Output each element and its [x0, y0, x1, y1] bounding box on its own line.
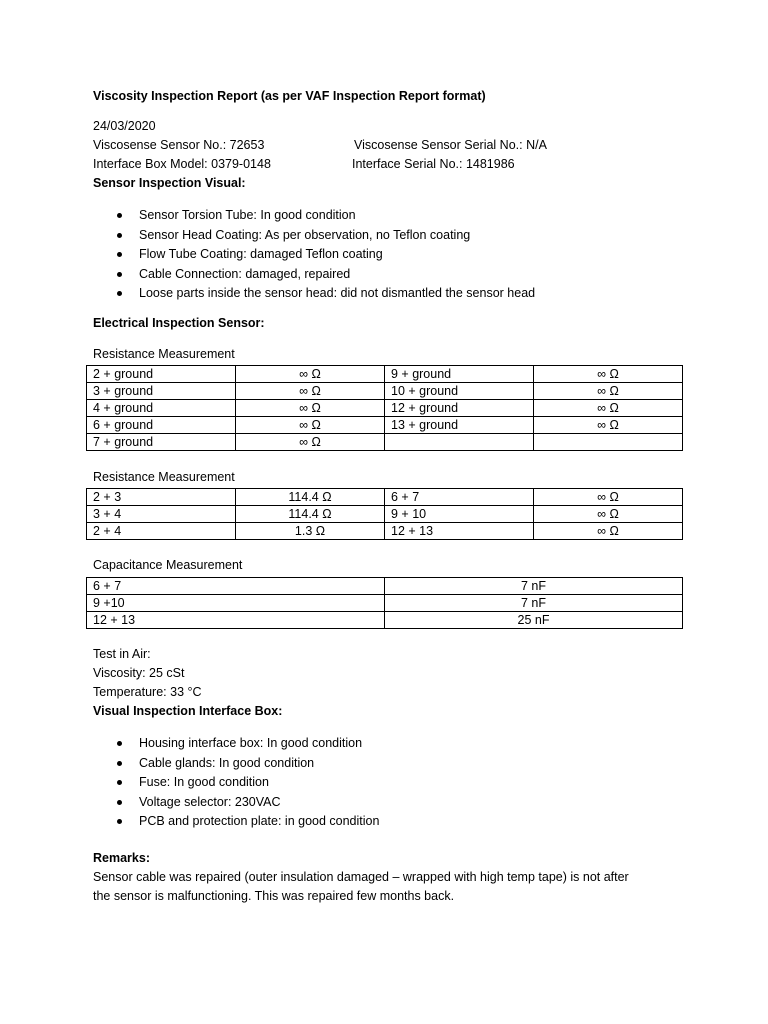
report-title: Viscosity Inspection Report (as per VAF Inspection Report format)	[93, 89, 486, 103]
table-cell: 3 + ground	[87, 383, 236, 400]
table-cell: 114.4 Ω	[236, 489, 385, 506]
test-air-temperature: Temperature: 33 °C	[93, 685, 202, 699]
resistance-table-1	[86, 365, 683, 451]
electrical-heading: Electrical Inspection Sensor:	[93, 316, 265, 330]
table-row	[87, 578, 683, 595]
interface-visual-heading: Visual Inspection Interface Box:	[93, 704, 283, 718]
table-row	[87, 400, 683, 417]
table-row	[87, 506, 683, 523]
sensor-visual-heading: Sensor Inspection Visual:	[93, 176, 246, 190]
table-row	[87, 595, 683, 612]
report-date: 24/03/2020	[93, 119, 156, 133]
table-cell: 6 + 7	[87, 578, 385, 595]
table-cell: 25 nF	[385, 612, 683, 629]
table-cell: ∞ Ω	[534, 506, 683, 523]
resistance-caption-2: Resistance Measurement	[93, 470, 235, 484]
table-row	[87, 523, 683, 540]
capacitance-caption: Capacitance Measurement	[93, 558, 243, 572]
table-cell: ∞ Ω	[534, 366, 683, 383]
table-cell: ∞ Ω	[534, 489, 683, 506]
table-cell: ∞ Ω	[534, 383, 683, 400]
test-air-heading: Test in Air:	[93, 647, 151, 661]
list-item: Fuse: In good condition	[93, 774, 379, 794]
table-cell: 10 + ground	[385, 383, 534, 400]
table-cell: ∞ Ω	[534, 523, 683, 540]
list-item: Cable Connection: damaged, repaired	[93, 266, 535, 286]
interface-serial: Interface Serial No.: 1481986	[352, 157, 515, 171]
table-cell: 1.3 Ω	[236, 523, 385, 540]
table-cell: 2 + 3	[87, 489, 236, 506]
table-row	[87, 434, 683, 451]
resistance-table-2	[86, 488, 683, 540]
table-cell: ∞ Ω	[236, 434, 385, 451]
table-cell: ∞ Ω	[236, 366, 385, 383]
list-item: Cable glands: In good condition	[93, 755, 379, 775]
table-cell: 9 +10	[87, 595, 385, 612]
resistance-caption-1: Resistance Measurement	[93, 347, 235, 361]
table-row	[87, 489, 683, 506]
table-cell: 114.4 Ω	[236, 506, 385, 523]
table-cell: 9 + ground	[385, 366, 534, 383]
table-cell: ∞ Ω	[236, 417, 385, 434]
table-cell: 12 + 13	[385, 523, 534, 540]
table-cell: 6 + ground	[87, 417, 236, 434]
table-row	[87, 366, 683, 383]
interface-model: Interface Box Model: 0379-0148	[93, 157, 271, 171]
remarks-line-1: Sensor cable was repaired (outer insulation damaged – wrapped with high temp tape) is not after	[93, 870, 629, 884]
table-cell: 4 + ground	[87, 400, 236, 417]
test-air-viscosity: Viscosity: 25 cSt	[93, 666, 185, 680]
list-item: Loose parts inside the sensor head: did not dismantled the sensor head	[93, 285, 535, 305]
table-row	[87, 417, 683, 434]
table-cell: 2 + ground	[87, 366, 236, 383]
interface-visual-list	[93, 735, 379, 833]
list-item: Voltage selector: 230VAC	[93, 794, 379, 814]
table-cell: 12 + 13	[87, 612, 385, 629]
table-cell: ∞ Ω	[534, 400, 683, 417]
list-item: Sensor Head Coating: As per observation, no Teflon coating	[93, 227, 535, 247]
table-cell	[534, 434, 683, 451]
list-item: Sensor Torsion Tube: In good condition	[93, 207, 535, 227]
table-cell: 7 nF	[385, 595, 683, 612]
table-cell	[385, 434, 534, 451]
sensor-serial: Viscosense Sensor Serial No.: N/A	[354, 138, 547, 152]
list-item: PCB and protection plate: in good condition	[93, 813, 379, 833]
list-item: Flow Tube Coating: damaged Teflon coating	[93, 246, 535, 266]
table-cell: ∞ Ω	[236, 383, 385, 400]
sensor-number: Viscosense Sensor No.: 72653	[93, 138, 265, 152]
list-item: Housing interface box: In good condition	[93, 735, 379, 755]
table-cell: 9 + 10	[385, 506, 534, 523]
table-cell: 7 + ground	[87, 434, 236, 451]
table-cell: ∞ Ω	[236, 400, 385, 417]
remarks-heading: Remarks:	[93, 851, 150, 865]
capacitance-table	[86, 577, 683, 629]
table-cell: 12 + ground	[385, 400, 534, 417]
sensor-visual-list	[93, 207, 535, 305]
table-row	[87, 612, 683, 629]
table-cell: 6 + 7	[385, 489, 534, 506]
table-cell: 7 nF	[385, 578, 683, 595]
table-cell: ∞ Ω	[534, 417, 683, 434]
table-cell: 3 + 4	[87, 506, 236, 523]
table-row	[87, 383, 683, 400]
remarks-line-2: the sensor is malfunctioning. This was repaired few months back.	[93, 889, 455, 903]
table-cell: 2 + 4	[87, 523, 236, 540]
table-cell: 13 + ground	[385, 417, 534, 434]
